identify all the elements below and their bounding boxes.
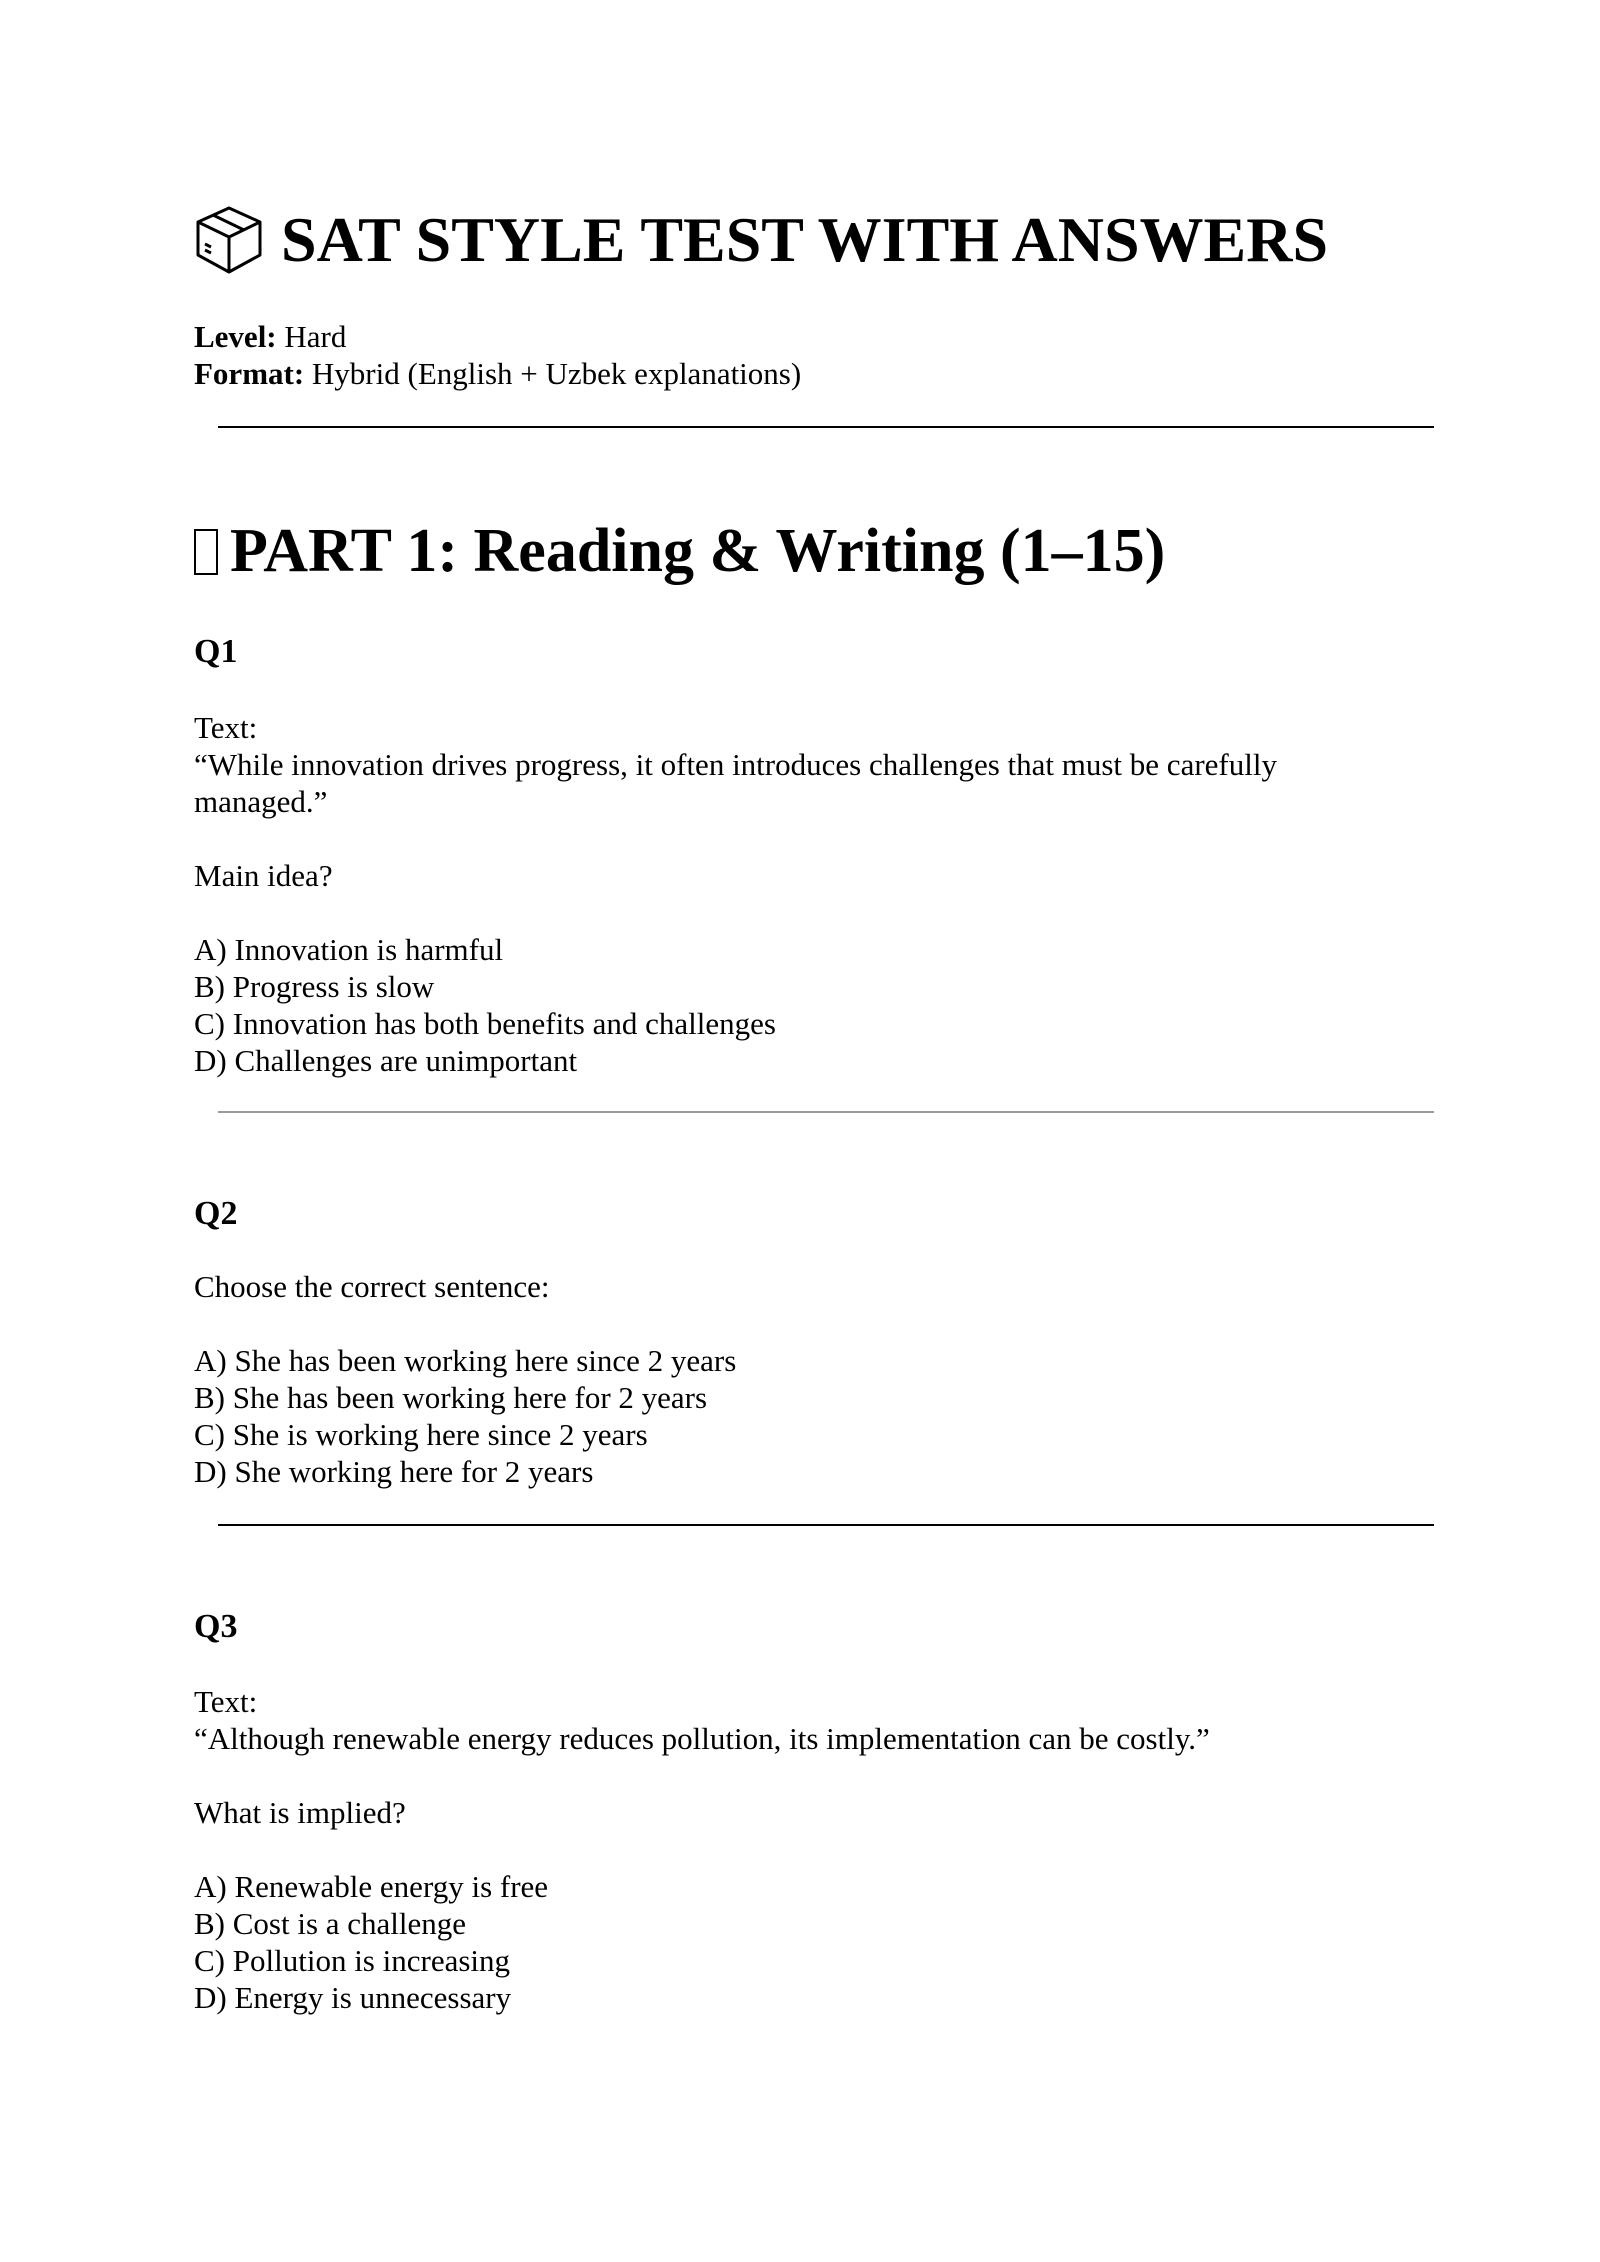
- divider: [218, 1111, 1434, 1113]
- answer-option: B) Progress is slow: [194, 969, 435, 1004]
- question-text-line: Text:: [194, 1684, 258, 1719]
- answer-option: C) Pollution is increasing: [194, 1943, 511, 1978]
- package-box-icon: [192, 203, 266, 277]
- format-line: [194, 355, 801, 392]
- question-text-line: Text:: [194, 710, 258, 745]
- answer-option: B) She has been working here for 2 years: [194, 1380, 708, 1415]
- divider: [218, 426, 1434, 428]
- answer-option: A) Innovation is harmful: [194, 932, 504, 967]
- answer-option: D) She working here for 2 years: [194, 1454, 594, 1489]
- question-label: Q2: [194, 1195, 238, 1232]
- answer-option: D) Challenges are unimportant: [194, 1043, 578, 1078]
- level-line: [194, 318, 346, 355]
- format-label: Format:: [194, 356, 305, 391]
- part1-heading: [194, 513, 1165, 589]
- answer-option: C) She is working here since 2 years: [194, 1417, 648, 1452]
- answer-option: C) Innovation has both benefits and challenges: [194, 1006, 776, 1041]
- divider: [218, 1524, 1434, 1526]
- missing-glyph-icon: [194, 529, 218, 575]
- question-prompt: Main idea?: [194, 858, 333, 893]
- question-text-line: “While innovation drives progress, it often introduces challenges that must be carefully: [194, 747, 1277, 782]
- answer-option: D) Energy is unnecessary: [194, 1980, 512, 2015]
- format-value: Hybrid (English + Uzbek explanations): [311, 356, 802, 391]
- answer-option: A) She has been working here since 2 years: [194, 1343, 737, 1378]
- question-prompt: Choose the correct sentence:: [194, 1269, 550, 1304]
- level-value: Hard: [284, 319, 347, 354]
- part1-heading-text: PART 1: Reading & Writing (1–15): [230, 517, 1166, 585]
- answer-option: B) Cost is a challenge: [194, 1906, 467, 1941]
- question-label: Q1: [194, 633, 238, 670]
- question-prompt: What is implied?: [194, 1795, 406, 1830]
- question-text-line: “Although renewable energy reduces pollution, its implementation can be costly.”: [194, 1721, 1210, 1756]
- level-label: Level:: [194, 319, 277, 354]
- answer-option: A) Renewable energy is free: [194, 1869, 549, 1904]
- question-text-line: managed.”: [194, 784, 328, 819]
- question-label: Q3: [194, 1608, 238, 1645]
- page-title: SAT STYLE TEST WITH ANSWERS: [281, 204, 1329, 275]
